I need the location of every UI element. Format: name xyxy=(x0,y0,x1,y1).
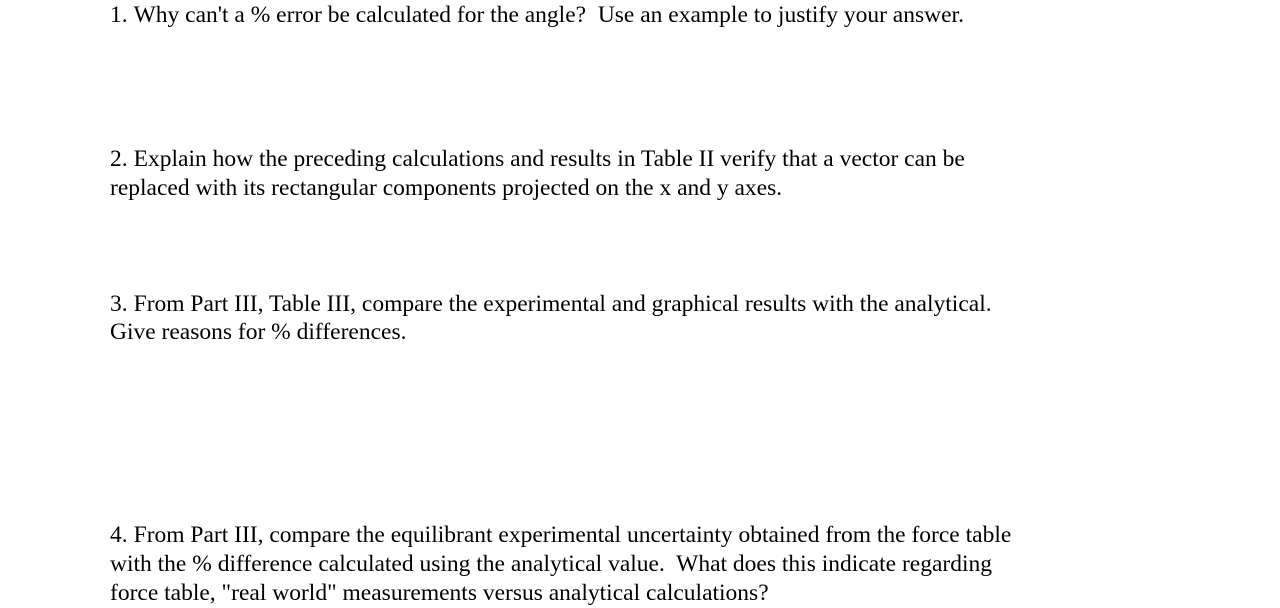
question-4-text-line-2: with the % difference calculated using the analytical value. What does this indicate regarding xyxy=(110,551,993,577)
question-2-number: 2. xyxy=(110,146,128,172)
question-1-number: 1. xyxy=(110,2,128,28)
question-4-text-line-1: From Part III, compare the equilibrant experimental uncertainty obtained from the force table xyxy=(133,522,1012,548)
question-1 xyxy=(110,1,1110,30)
question-2-text-line-2: replaced with its rectangular components projected on the x and y axes. xyxy=(110,175,783,201)
question-3-text-line-1: From Part III, Table III, compare the experimental and graphical results with the analytical. xyxy=(133,291,992,317)
question-4-text-line-3: force table, "real world" measurements versus analytical calculations? xyxy=(110,580,769,606)
question-3-text-line-2: Give reasons for % differences. xyxy=(110,319,407,345)
question-3-number: 3. xyxy=(110,291,128,317)
question-4-line-1 xyxy=(110,521,1110,550)
question-3 xyxy=(110,290,1110,346)
question-2 xyxy=(110,145,1110,203)
question-1-text: Why can't a % error be calculated for the angle? Use an example to justify your answer. xyxy=(133,2,964,28)
question-1-line-1 xyxy=(110,1,1110,30)
question-4 xyxy=(110,521,1110,608)
question-3-line-1 xyxy=(110,290,1110,318)
question-4-number: 4. xyxy=(110,522,128,548)
question-2-line-1 xyxy=(110,145,1110,174)
question-2-text-line-1: Explain how the preceding calculations and results in Table II verify that a vector can be xyxy=(133,146,965,172)
